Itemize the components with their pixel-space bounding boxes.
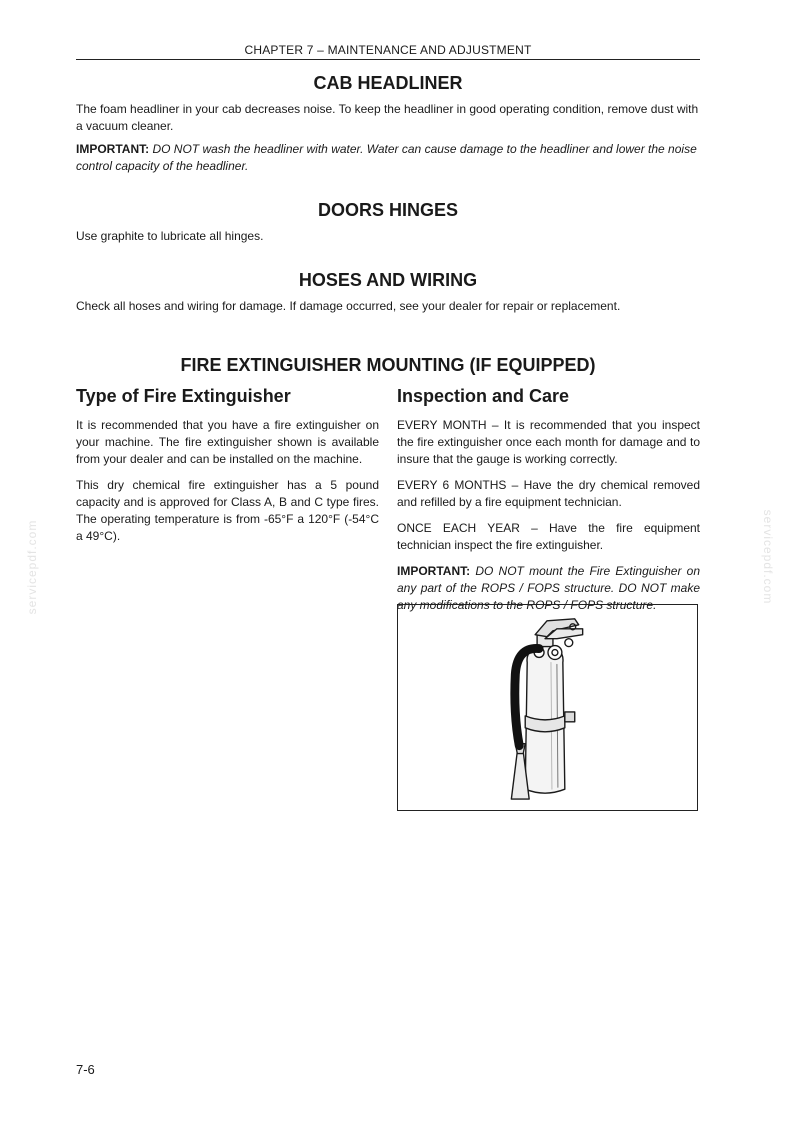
- watermark-left: servicepdf.com: [25, 519, 39, 615]
- important-label: IMPORTANT:: [397, 564, 471, 578]
- cab-headliner-title: CAB HEADLINER: [313, 73, 463, 93]
- page-number: 7-6: [76, 1062, 95, 1077]
- watermark-right: servicepdf.com: [761, 509, 775, 605]
- inspection-heading: Inspection and Care: [397, 386, 570, 406]
- chapter-header: CHAPTER 7 – MAINTENANCE AND ADJUSTMENT: [244, 43, 532, 57]
- inspection-column: [397, 386, 700, 623]
- doors-hinges-title: DOORS HINGES: [317, 200, 459, 220]
- important-text: DO NOT mount the Fire Extinguisher on any part of the ROPS / FOPS structure. DO NOT make any modifications to the ROPS / FOPS structure.: [397, 564, 700, 612]
- hoses-wiring-title: HOSES AND WIRING: [298, 270, 478, 290]
- document-page: [76, 0, 700, 1123]
- cab-headliner-important: [76, 141, 700, 175]
- fire-extinguisher-title: FIRE EXTINGUISHER MOUNTING (IF EQUIPPED): [180, 355, 596, 375]
- fire-extinguisher-figure: [397, 604, 698, 811]
- type-paragraph-1: It is recommended that you have a fire extinguisher on your machine. The fire extinguisher shown is available from your dealer and can be installed on the machine.: [76, 418, 379, 466]
- header-rule: [76, 59, 700, 60]
- type-heading: Type of Fire Extinguisher: [76, 386, 291, 406]
- doors-hinges-body: Use graphite to lubricate all hinges.: [76, 229, 264, 243]
- inspection-paragraph-2: EVERY 6 MONTHS – Have the dry chemical removed and refilled by a fire equipment technician.: [397, 478, 700, 509]
- type-column: [76, 386, 379, 554]
- important-text: DO NOT wash the headliner with water. Water can cause damage to the headliner and lower the noise control capacity of the headliner.: [76, 142, 697, 173]
- hoses-wiring-body: Check all hoses and wiring for damage. If damage occurred, see your dealer for repair or replacement.: [76, 299, 621, 313]
- type-paragraph-2: This dry chemical fire extinguisher has a 5 pound capacity and is approved for Class A, B and C type fires. The operating temperature is from -65°F a 120°F (-54°C a 49°C).: [76, 478, 379, 543]
- cab-headliner-body: The foam headliner in your cab decreases noise. To keep the headliner in good operating condition, remove dust with a vacuum cleaner.: [76, 102, 699, 133]
- fire-extinguisher-icon: [398, 605, 697, 810]
- important-label: IMPORTANT:: [76, 142, 150, 156]
- inspection-paragraph-3: ONCE EACH YEAR – Have the fire equipment technician inspect the fire extinguisher.: [397, 521, 700, 552]
- inspection-paragraph-1: EVERY MONTH – It is recommended that you inspect the fire extinguisher once each month for damage and to insure that the gauge is working correctly.: [397, 418, 700, 466]
